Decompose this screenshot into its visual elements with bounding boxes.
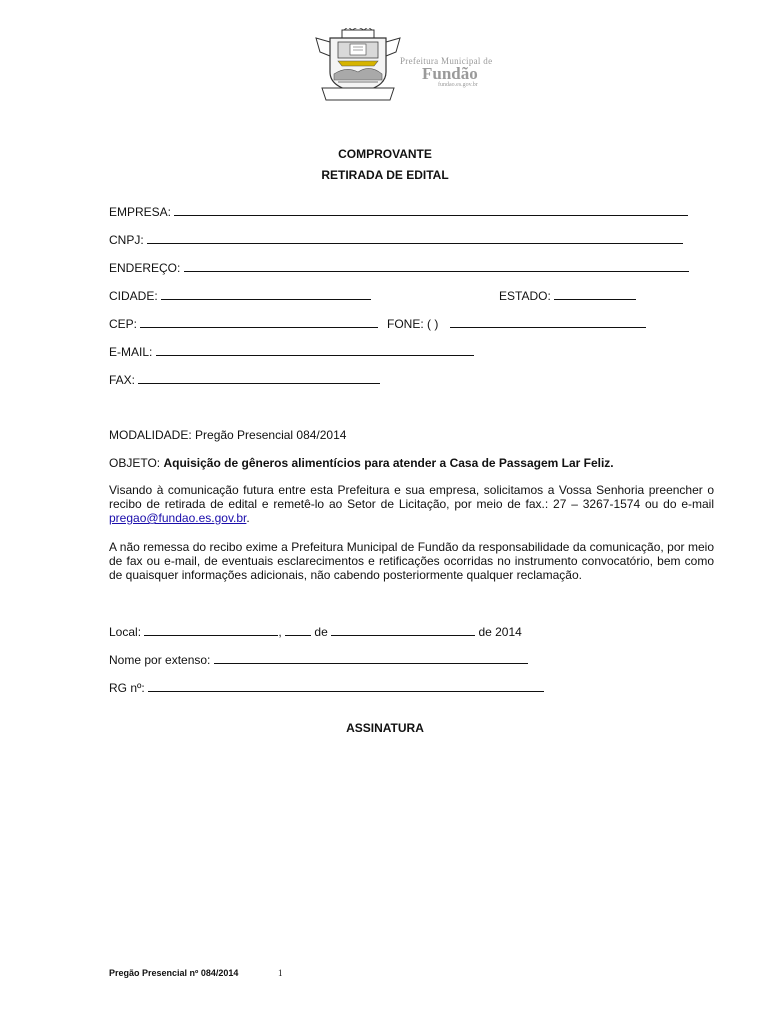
paragraph-contact-text: Visando à comunicação futura entre esta Prefeitura e sua empresa, solicitamos a Vossa Senhoria preencher o recibo de retirada de edital e remetê-lo ao Setor de Licitação, por meio de fax.: 27 – 3267-1574 ou do e-mail <box>109 483 714 511</box>
cep-label: CEP: <box>109 317 138 331</box>
rg-row <box>109 680 544 695</box>
cnpj-label: CNPJ: <box>109 233 144 247</box>
objeto-line <box>109 456 614 470</box>
nome-row <box>109 652 528 667</box>
logo-line-1: Prefeitura Municipal de <box>400 56 493 66</box>
email-blank[interactable] <box>156 344 474 356</box>
nome-label: Nome por extenso: <box>109 653 211 667</box>
estado-label: ESTADO: <box>499 289 551 303</box>
empresa-row <box>109 204 688 219</box>
paragraph-contact <box>109 483 714 525</box>
local-label: Local: <box>109 625 142 639</box>
fone-row <box>387 316 646 331</box>
document-title: COMPROVANTE <box>338 147 432 161</box>
objeto-label: OBJETO: <box>109 456 161 470</box>
cnpj-row <box>109 232 683 247</box>
cidade-label: CIDADE: <box>109 289 158 303</box>
local-comma: , <box>278 625 282 639</box>
cnpj-blank[interactable] <box>147 232 683 244</box>
day-blank[interactable] <box>285 624 311 636</box>
crest-icon <box>312 28 404 102</box>
endereco-row <box>109 260 689 275</box>
fax-label: FAX: <box>109 373 136 387</box>
rg-blank[interactable] <box>148 680 544 692</box>
fone-label: FONE: ( ) <box>387 317 439 331</box>
logo-line-2: Fundão <box>422 64 478 83</box>
page-number: 1 <box>278 968 283 978</box>
fax-blank[interactable] <box>138 372 380 384</box>
fax-row <box>109 372 380 387</box>
empresa-label: EMPRESA: <box>109 205 172 219</box>
empresa-blank[interactable] <box>174 204 688 216</box>
paragraph-disclaimer: A não remessa do recibo exime a Prefeitura Municipal de Fundão da responsabilidade da comunicação, por meio de fax ou e-mail, de eventuais esclarecimentos e retificações ocorridas no instrumento convocatório, bem como de quaisquer informações adicionais, não cabendo posteriormente qualquer reclamação. <box>109 540 714 582</box>
crest-logo <box>312 28 404 102</box>
email-label: E-MAIL: <box>109 345 153 359</box>
estado-blank[interactable] <box>554 288 636 300</box>
paragraph-contact-end: . <box>246 511 250 525</box>
fone-blank[interactable] <box>450 316 646 328</box>
signature-label: ASSINATURA <box>346 721 424 735</box>
local-blank[interactable] <box>144 624 278 636</box>
cidade-blank[interactable] <box>161 288 371 300</box>
local-de-1: de <box>314 625 328 639</box>
logo-line-3: fundao.es.gov.br <box>438 82 478 88</box>
local-row <box>109 624 522 639</box>
cidade-row <box>109 288 371 303</box>
email-link[interactable]: pregao@fundao.es.gov.br <box>109 511 247 525</box>
document-subtitle: RETIRADA DE EDITAL <box>321 168 449 182</box>
local-de-2014: de 2014 <box>478 625 522 639</box>
endereco-label: ENDEREÇO: <box>109 261 181 275</box>
logo-wordmark <box>400 56 520 88</box>
cep-row <box>109 316 378 331</box>
month-blank[interactable] <box>331 624 475 636</box>
objeto-value: Aquisição de gêneros alimentícios para atender a Casa de Passagem Lar Feliz. <box>163 456 614 470</box>
email-row <box>109 344 474 359</box>
cep-blank[interactable] <box>140 316 378 328</box>
endereco-blank[interactable] <box>184 260 689 272</box>
modalidade-line: MODALIDADE: Pregão Presencial 084/2014 <box>109 428 347 442</box>
footer-text: Pregão Presencial nº 084/2014 <box>109 968 239 978</box>
rg-label: RG nº: <box>109 681 145 695</box>
estado-row <box>499 288 636 303</box>
nome-blank[interactable] <box>214 652 528 664</box>
